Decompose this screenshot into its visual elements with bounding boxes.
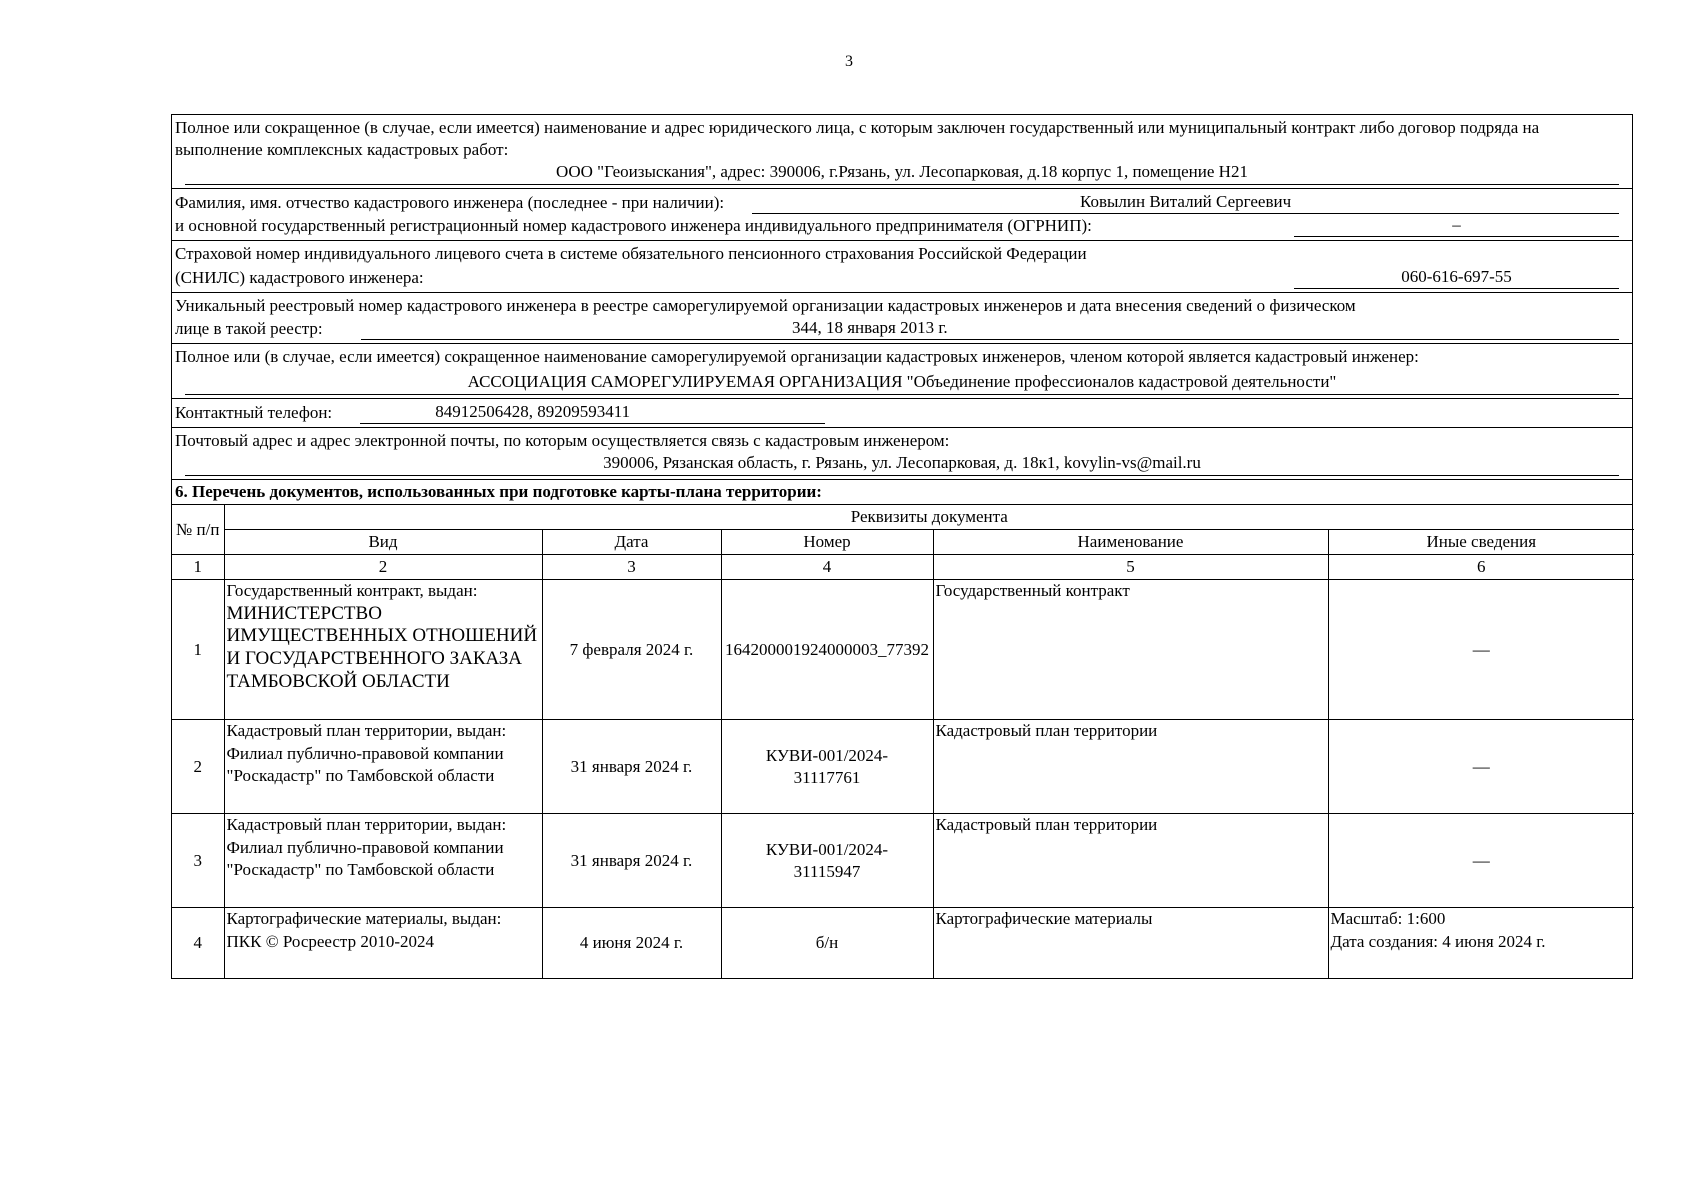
index-cell: 1 <box>172 555 224 580</box>
page-number: 3 <box>845 53 853 70</box>
sro-label: Полное или (в случае, если имеется) сокращенное наименование саморегулируемой организации кадастровых инженеров, членом которой является кадастровый инженер: <box>175 346 1419 366</box>
row-name: Государственный контракт <box>933 580 1328 720</box>
index-cell: 2 <box>224 555 542 580</box>
engineer-section <box>172 189 1632 241</box>
table-header-row <box>172 505 1634 530</box>
documents-heading: 6. Перечень документов, использованных при подготовке карты-плана территории: <box>172 480 1632 505</box>
table-row <box>172 814 1634 908</box>
cadastral-engineer-info-sheet <box>171 114 1633 979</box>
row-number: 164200001924000003_77392 <box>721 580 933 720</box>
row-number: б/н <box>721 908 933 978</box>
row-num: 2 <box>172 720 224 814</box>
snils-value: 060-616-697-55 <box>1294 266 1619 289</box>
header-other: Иные сведения <box>1328 530 1634 555</box>
header-kind: Вид <box>224 530 542 555</box>
engineer-name-label: Фамилия, имя. отчество кадастрового инженера (последнее - при наличии): <box>175 193 725 213</box>
row-name: Картографические материалы <box>933 908 1328 978</box>
snils-label-line1: Страховой номер индивидуального лицевого счета в системе обязательного пенсионного страхования Российской Федерации <box>175 244 1087 264</box>
row-other: — <box>1328 580 1634 720</box>
contractor-section <box>172 115 1632 189</box>
row-kind: Кадастровый план территории, выдан: Филиал публично-правовой компании "Роскадастр" по Тамбовской области <box>224 720 542 814</box>
phone-section <box>172 399 1632 428</box>
row-date: 31 января 2024 г. <box>542 814 721 908</box>
snils-label-line2: (СНИЛС) кадастрового инженера: <box>175 267 424 287</box>
header-name: Наименование <box>933 530 1328 555</box>
table-row <box>172 720 1634 814</box>
registry-section <box>172 293 1632 344</box>
header-num: № п/п <box>172 505 224 555</box>
row-name: Кадастровый план территории <box>933 814 1328 908</box>
row-kind-line1: Государственный контракт, выдан: <box>226 581 478 601</box>
row-num: 1 <box>172 580 224 720</box>
header-date: Дата <box>542 530 721 555</box>
index-cell: 4 <box>721 555 933 580</box>
ogrnip-value: – <box>1294 214 1619 237</box>
documents-section <box>172 480 1632 978</box>
table-index-row <box>172 555 1634 580</box>
row-num: 4 <box>172 908 224 978</box>
sro-section <box>172 344 1632 399</box>
row-date: 4 июня 2024 г. <box>542 908 721 978</box>
row-kind <box>224 580 542 720</box>
registry-label-line1: Уникальный реестровый номер кадастрового инженера в реестре саморегулируемой организации кадастровых инженеров и дата внесения сведений о физическом <box>175 295 1356 315</box>
phone-value: 84912506428, 89209593411 <box>435 402 631 422</box>
row-number: КУВИ-001/2024-31115947 <box>721 814 933 908</box>
sro-value: АССОЦИАЦИЯ САМОРЕГУЛИРУЕМАЯ ОРГАНИЗАЦИЯ "Объединение профессионалов кадастровой деятельности" <box>185 371 1619 395</box>
row-date: 7 февраля 2024 г. <box>542 580 721 720</box>
row-other: — <box>1328 720 1634 814</box>
row-date: 31 января 2024 г. <box>542 720 721 814</box>
snils-section <box>172 241 1632 292</box>
phone-label: Контактный телефон: <box>175 403 333 423</box>
row-other: — <box>1328 814 1634 908</box>
ogrnip-label: и основной государственный регистрационный номер кадастрового инженера индивидуального предпринимателя (ОГРНИП): <box>175 216 1092 236</box>
index-cell: 6 <box>1328 555 1634 580</box>
address-label: Почтовый адрес и адрес электронной почты, по которым осуществляется связь с кадастровым инженером: <box>175 431 950 451</box>
row-other-line1: Масштаб: 1:600 <box>1330 909 1446 929</box>
header-number: Номер <box>721 530 933 555</box>
documents-table <box>172 505 1634 978</box>
registry-value: 344, 18 января 2013 г. <box>791 317 948 337</box>
contractor-label: Полное или сокращенное (в случае, если имеется) наименование и адрес юридического лица, с которым заключен государственный или муниципальный контракт либо договор подряда на выполнение комплексных кадастровых работ: <box>175 118 1540 160</box>
engineer-name-value: Ковылин Виталий Сергеевич <box>752 191 1619 214</box>
row-kind-line2: МИНИСТЕРСТВО ИМУЩЕСТВЕННЫХ ОТНОШЕНИЙ И ГОСУДАРСТВЕННОГО ЗАКАЗА ТАМБОВСКОЙ ОБЛАСТИ <box>226 602 538 692</box>
table-row <box>172 908 1634 978</box>
row-number: КУВИ-001/2024-31117761 <box>721 720 933 814</box>
row-other <box>1328 908 1634 978</box>
contractor-value: ООО "Геоизыскания", адрес: 390006, г.Рязань, ул. Лесопарковая, д.18 корпус 1, помещение Н21 <box>185 161 1619 185</box>
registry-label-line2: лице в такой реестр: <box>175 318 323 338</box>
row-kind: Картографические материалы, выдан: ПКК © Росреестр 2010-2024 <box>224 908 542 978</box>
table-subheader-row <box>172 530 1634 555</box>
header-group: Реквизиты документа <box>224 505 1634 530</box>
row-num: 3 <box>172 814 224 908</box>
address-value: 390006, Рязанская область, г. Рязань, ул. Лесопарковая, д. 18к1, kovylin-vs@mail.ru <box>185 452 1619 476</box>
index-cell: 3 <box>542 555 721 580</box>
row-name: Кадастровый план территории <box>933 720 1328 814</box>
index-cell: 5 <box>933 555 1328 580</box>
row-kind: Кадастровый план территории, выдан: Филиал публично-правовой компании "Роскадастр" по Тамбовской области <box>224 814 542 908</box>
address-section <box>172 428 1632 480</box>
table-row <box>172 580 1634 720</box>
row-other-line2: Дата создания: 4 июня 2024 г. <box>1330 931 1546 951</box>
